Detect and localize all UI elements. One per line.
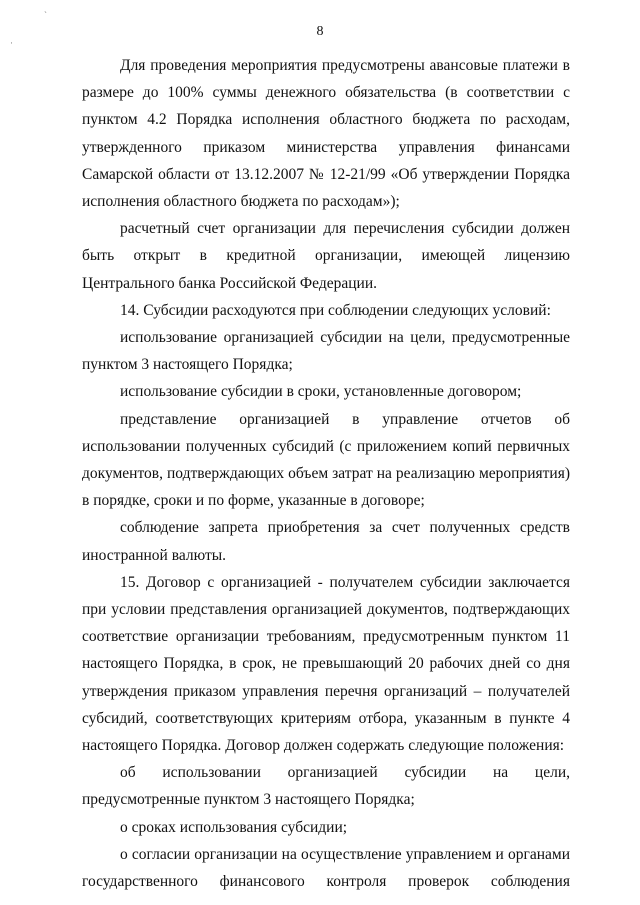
scan-mark: ˋ — [44, 10, 47, 20]
paragraph: о согласии организации на осуществление управлением и органами государственного финансового контроля проверок соблюдения — [82, 845, 570, 891]
scan-mark: · — [10, 38, 13, 48]
paragraph: 15. Договор с организацией - получателем субсидии заключается при условии представления организацией документов, подтверждающих соответствие организации требованиям, предусмотренным пунктом 11 настоящего Порядка, в срок, не превышающий 20 рабочих дней со дня утверждения приказом управления перечня организаций – получателей субсидий, соответствующих критериям отбора, указанным в пункте 4 настоящего Порядка. Договор должен содержать следующие положения: — [82, 573, 570, 755]
paragraph: о сроках использования субсидии; — [120, 818, 348, 836]
paragraph: представление организацией в управление отчетов об использовании полученных субсидий (с приложением копий первичных документов, подтверждающих объем затрат на реализацию мероприятия) в порядке, сроки и по форме, указанные в договоре; — [82, 410, 570, 510]
paragraph: использование организацией субсидии на цели, предусмотренные пунктом 3 настоящего Порядка; — [82, 329, 570, 374]
paragraph: соблюдение запрета приобретения за счет полученных средств иностранной валюты. — [82, 519, 570, 564]
paragraph: об использовании организацией субсидии на цели, предусмотренные пунктом 3 настоящего Порядка; — [82, 764, 570, 809]
paragraph: расчетный счет организации для перечисления субсидии должен быть открыт в кредитной организации, имеющей лицензию Центрального банка Российской Федерации. — [82, 220, 570, 292]
paragraph: Для проведения мероприятия предусмотрены авансовые платежи в размере до 100% суммы денежного обязательства (в соответствии с пунктом 4.2 Порядка исполнения областного бюджета по расходам, утвержденного приказом министерства управления финансами Самарской области от 13.12.2007 № 12-21/99 «Об утверждении Порядка исполнения областного бюджета по расходам»); — [82, 57, 570, 211]
paragraph: 14. Субсидии расходуются при соблюдении следующих условий: — [120, 301, 551, 319]
document-body — [82, 52, 570, 895]
paragraph: использование субсидии в сроки, установленные договором; — [120, 383, 522, 401]
page-number: 8 — [316, 24, 324, 39]
